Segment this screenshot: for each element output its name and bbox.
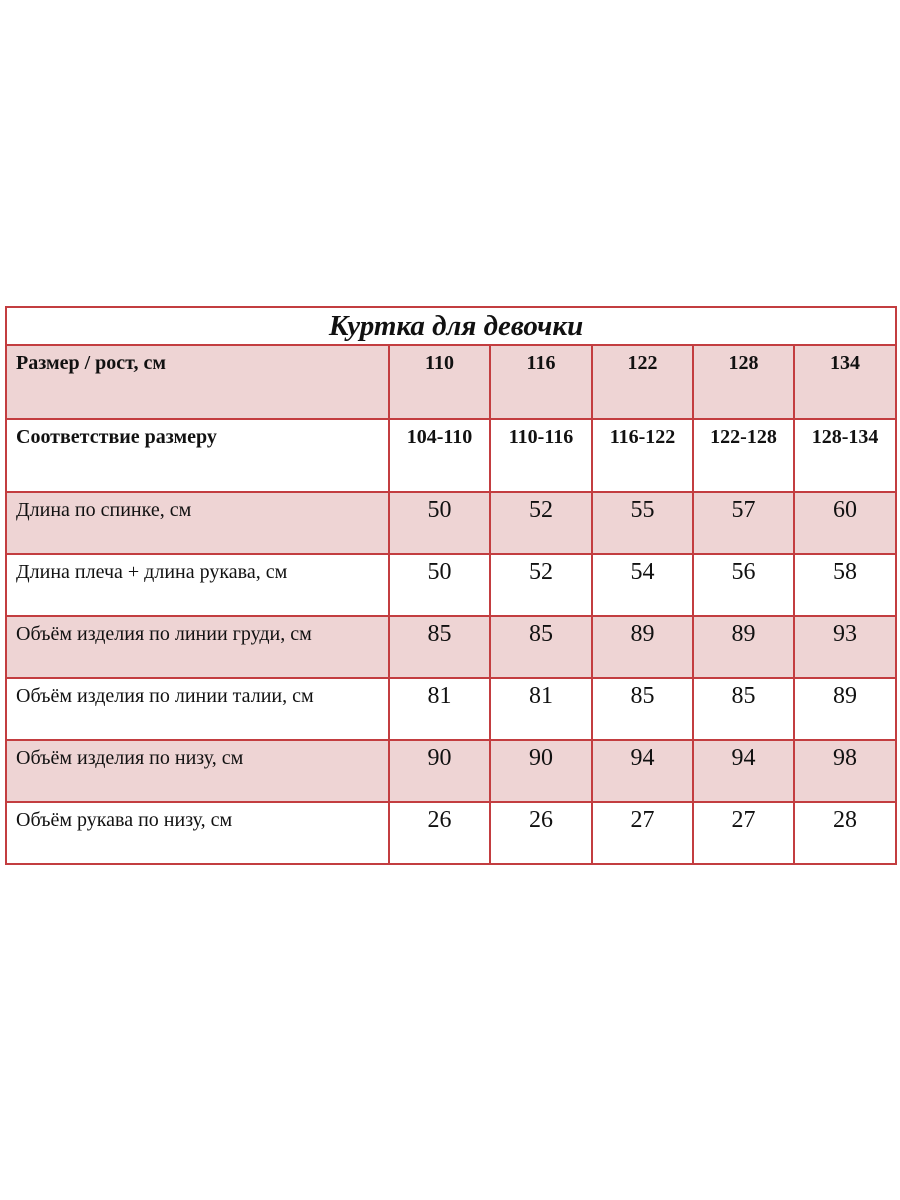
row-label: Соответствие размеру — [6, 419, 389, 492]
cell-value: 122-128 — [693, 419, 794, 492]
cell-value: 89 — [794, 678, 896, 740]
cell-value: 89 — [592, 616, 693, 678]
size-128: 128 — [693, 345, 794, 419]
cell-value: 93 — [794, 616, 896, 678]
row-label: Объём рукава по низу, см — [6, 802, 389, 864]
cell-value: 54 — [592, 554, 693, 616]
size-122: 122 — [592, 345, 693, 419]
cell-value: 57 — [693, 492, 794, 554]
cell-value: 85 — [592, 678, 693, 740]
table-row — [6, 616, 896, 678]
cell-value: 98 — [794, 740, 896, 802]
cell-value: 26 — [490, 802, 592, 864]
cell-value: 94 — [693, 740, 794, 802]
row-label: Объём изделия по линии талии, см — [6, 678, 389, 740]
cell-value: 110-116 — [490, 419, 592, 492]
cell-value: 26 — [389, 802, 490, 864]
size-134: 134 — [794, 345, 896, 419]
cell-value: 50 — [389, 554, 490, 616]
table-row — [6, 419, 896, 492]
header-label: Размер / рост, см — [6, 345, 389, 419]
cell-value: 27 — [693, 802, 794, 864]
cell-value: 56 — [693, 554, 794, 616]
header-row — [6, 345, 896, 419]
cell-value: 28 — [794, 802, 896, 864]
table-row — [6, 802, 896, 864]
table-row — [6, 678, 896, 740]
cell-value: 50 — [389, 492, 490, 554]
size-110: 110 — [389, 345, 490, 419]
table-row — [6, 492, 896, 554]
row-label: Объём изделия по низу, см — [6, 740, 389, 802]
cell-value: 85 — [389, 616, 490, 678]
cell-value: 52 — [490, 492, 592, 554]
cell-value: 85 — [693, 678, 794, 740]
cell-value: 90 — [490, 740, 592, 802]
cell-value: 27 — [592, 802, 693, 864]
cell-value: 128-134 — [794, 419, 896, 492]
row-label: Длина по спинке, см — [6, 492, 389, 554]
row-label: Объём изделия по линии груди, см — [6, 616, 389, 678]
size-chart-table — [5, 306, 897, 865]
cell-value: 90 — [389, 740, 490, 802]
cell-value: 94 — [592, 740, 693, 802]
cell-value: 60 — [794, 492, 896, 554]
size-116: 116 — [490, 345, 592, 419]
cell-value: 52 — [490, 554, 592, 616]
table-row — [6, 554, 896, 616]
cell-value: 58 — [794, 554, 896, 616]
cell-value: 116-122 — [592, 419, 693, 492]
cell-value: 89 — [693, 616, 794, 678]
table-title: Куртка для девочки — [6, 307, 896, 345]
cell-value: 104-110 — [389, 419, 490, 492]
cell-value: 81 — [389, 678, 490, 740]
cell-value: 81 — [490, 678, 592, 740]
cell-value: 55 — [592, 492, 693, 554]
table-row — [6, 740, 896, 802]
row-label: Длина плеча + длина рукава, см — [6, 554, 389, 616]
cell-value: 85 — [490, 616, 592, 678]
